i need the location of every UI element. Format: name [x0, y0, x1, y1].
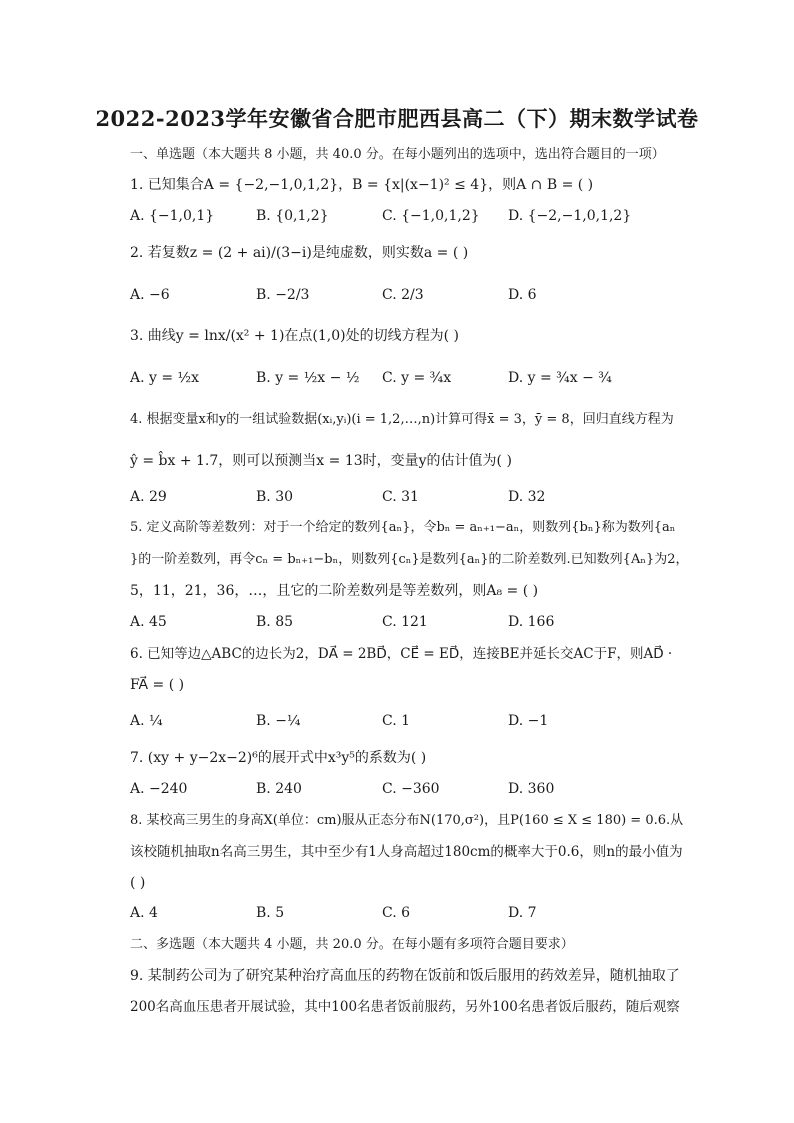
option-b: B. y = ½x − ½ [256, 370, 360, 386]
option-d: D. 7 [508, 905, 537, 921]
option-d: D. 32 [508, 489, 546, 505]
question-3-text: 3. 曲线y = lnx/(x² + 1)在点(1,0)处的切线方程为( ) [130, 328, 459, 344]
option-a: A. −6 [130, 287, 170, 303]
question-2-text: 2. 若复数z = (2 + ai)/(3−i)是纯虚数，则实数a = ( ) [130, 245, 469, 261]
question-3-options [130, 368, 690, 388]
option-a: A. y = ½x [130, 370, 200, 386]
question-8-text-line-1: 8. 某校高三男生的身高X(单位：cm)服从正态分布N(170,σ²)，且P(160 ≤ X ≤ 180) = 0.6.从 [130, 813, 684, 828]
option-d: D. {−2,−1,0,1,2} [508, 208, 632, 224]
section-heading-single-choice: 一、单选题（本大题共 8 小题，共 40.0 分。在每小题列出的选项中，选出符合题目的一项） [130, 147, 665, 162]
option-c: C. 31 [382, 489, 419, 505]
question-1-text: 1. 已知集合A = {−2,−1,0,1,2}，B = {x|(x−1)² ≤ 4}，则A ∩ B = ( ) [130, 177, 594, 193]
option-c: C. 121 [382, 614, 428, 630]
option-a: A. ¼ [130, 713, 163, 729]
question-5-text-line-3: 5，11，21，36，…，且它的二阶差数列是等差数列，则A₈ = ( ) [130, 583, 539, 599]
question-6-options [130, 711, 690, 731]
option-c: C. 6 [382, 905, 411, 921]
option-d: D. 166 [508, 614, 555, 630]
option-b: B. 5 [256, 905, 285, 921]
option-b: B. {0,1,2} [256, 208, 329, 224]
option-c: C. y = ¾x [382, 370, 452, 386]
option-a: A. 4 [130, 905, 158, 921]
option-b: B. −¼ [256, 713, 301, 729]
section-heading-multi-choice: 二、多选题（本大题共 4 小题，共 20.0 分。在每小题有多项符合题目要求） [130, 937, 574, 952]
question-9-text-line-2: 200名高血压患者开展试验，其中100名患者饭前服药，另外100名患者饭后服药，随后观察 [130, 999, 680, 1015]
question-2-options [130, 285, 690, 305]
question-7-text: 7. (xy + y−2x−2)⁶的展开式中x³y⁵的系数为( ) [130, 750, 427, 766]
question-4-text-line-2: ŷ = b̂x + 1.7，则可以预测当x = 13时，变量y的估计值为( ) [130, 453, 512, 469]
question-8-text-line-2: 该校随机抽取n名高三男生，其中至少有1人身高超过180cm的概率大于0.6，则n的最小值为 [130, 844, 683, 860]
option-a: A. −240 [130, 781, 188, 797]
question-1-options [130, 206, 690, 226]
option-b: B. 240 [256, 781, 302, 797]
question-4-options [130, 487, 690, 507]
option-c: C. 2/3 [382, 287, 424, 303]
question-5-text-line-2: }的一阶差数列，再令cₙ = bₙ₊₁−bₙ，则数列{cₙ}是数列{aₙ}的二阶差数列.已知数列{Aₙ}为2， [130, 552, 689, 567]
question-8-text-line-3: ( ) [130, 875, 146, 891]
question-8-options [130, 903, 690, 923]
option-b: B. 85 [256, 614, 294, 630]
option-a: A. 45 [130, 614, 167, 630]
option-d: D. y = ¾x − ¾ [508, 370, 612, 386]
option-c: C. −360 [382, 781, 440, 797]
question-4-text-line-1: 4. 根据变量x和y的一组试验数据(xᵢ,yᵢ)(i = 1,2,…,n)计算可得x̄ = 3，ȳ = 8，回归直线方程为 [130, 412, 674, 427]
option-c: C. {−1,0,1,2} [382, 208, 480, 224]
question-5-options [130, 612, 690, 632]
option-d: D. 360 [508, 781, 555, 797]
question-5-text-line-1: 5. 定义高阶等差数列：对于一个给定的数列{aₙ}，令bₙ = aₙ₊₁−aₙ，则数列{bₙ}称为数列{aₙ [130, 520, 676, 535]
option-a: A. {−1,0,1} [130, 208, 215, 224]
option-b: B. −2/3 [256, 287, 310, 303]
question-7-options [130, 779, 690, 799]
option-b: B. 30 [256, 489, 294, 505]
question-6-text-line-1: 6. 已知等边△ABC的边长为2，DA⃗ = 2BD⃗，CE⃗ = ED⃗，连接BE并延长交AC于F，则AD⃗ · [130, 646, 673, 662]
option-d: D. −1 [508, 713, 549, 729]
option-d: D. 6 [508, 287, 537, 303]
question-6-text-line-2: FA⃗ = ( ) [130, 677, 185, 693]
option-c: C. 1 [382, 713, 411, 729]
option-a: A. 29 [130, 489, 167, 505]
question-9-text-line-1: 9. 某制药公司为了研究某种治疗高血压的药物在饭前和饭后服用的药效差异，随机抽取了 [130, 968, 680, 984]
exam-title: 2022-2023学年安徽省合肥市肥西县高二（下）期末数学试卷 [95, 106, 699, 131]
